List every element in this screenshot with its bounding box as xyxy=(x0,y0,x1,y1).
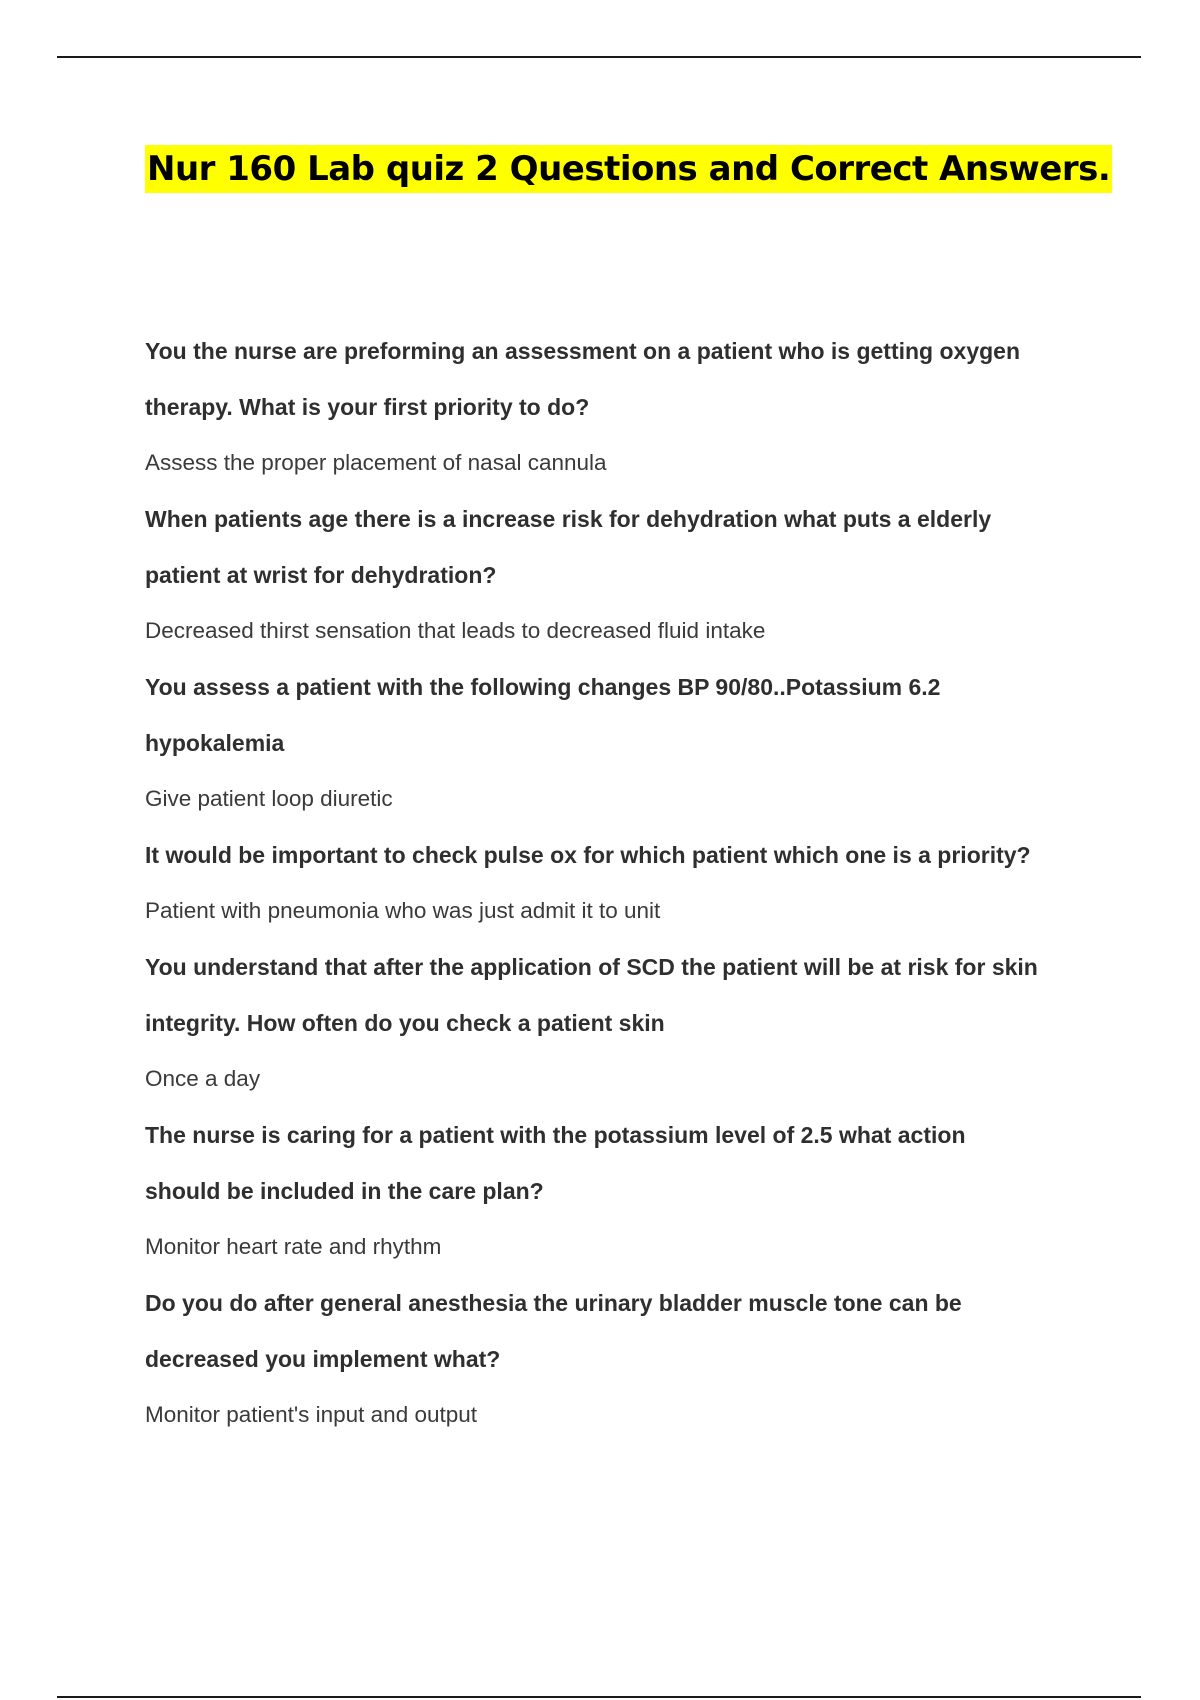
qa-item xyxy=(145,491,1105,659)
question-line: integrity. How often do you check a patient skin xyxy=(145,1010,665,1036)
top-divider xyxy=(57,56,1141,58)
question-line: You understand that after the application of SCD the patient will be at risk for skin xyxy=(145,954,1038,980)
title-block xyxy=(145,145,1112,193)
qa-item xyxy=(145,1275,1105,1443)
question-line: The nurse is caring for a patient with the potassium level of 2.5 what action xyxy=(145,1122,966,1148)
answer-text: Once a day xyxy=(145,1066,261,1091)
qa-list xyxy=(145,323,1105,1443)
question-line: You assess a patient with the following changes BP 90/80..Potassium 6.2 xyxy=(145,674,941,700)
question-line: hypokalemia xyxy=(145,730,285,756)
qa-item xyxy=(145,939,1105,1107)
question-line: It would be important to check pulse ox for which patient which one is a priority? xyxy=(145,842,1031,868)
question-line: should be included in the care plan? xyxy=(145,1178,544,1204)
answer-text: Give patient loop diuretic xyxy=(145,786,393,811)
question-line: patient at wrist for dehydration? xyxy=(145,562,497,588)
answer-text: Monitor heart rate and rhythm xyxy=(145,1234,442,1259)
qa-item xyxy=(145,1107,1105,1275)
qa-item xyxy=(145,323,1105,491)
question-line: decreased you implement what? xyxy=(145,1346,501,1372)
qa-item xyxy=(145,827,1105,939)
answer-text: Patient with pneumonia who was just admit it to unit xyxy=(145,898,661,923)
document-title: Nur 160 Lab quiz 2 Questions and Correct Answers. xyxy=(145,145,1112,193)
answer-text: Assess the proper placement of nasal cannula xyxy=(145,450,607,475)
question-line: You the nurse are preforming an assessment on a patient who is getting oxygen xyxy=(145,338,1021,364)
answer-text: Decreased thirst sensation that leads to decreased fluid intake xyxy=(145,618,766,643)
question-line: Do you do after general anesthesia the urinary bladder muscle tone can be xyxy=(145,1290,962,1316)
bottom-divider xyxy=(57,1696,1141,1698)
answer-text: Monitor patient's input and output xyxy=(145,1402,478,1427)
question-line: When patients age there is a increase risk for dehydration what puts a elderly xyxy=(145,506,992,532)
question-line: therapy. What is your first priority to do? xyxy=(145,394,590,420)
qa-item xyxy=(145,659,1105,827)
